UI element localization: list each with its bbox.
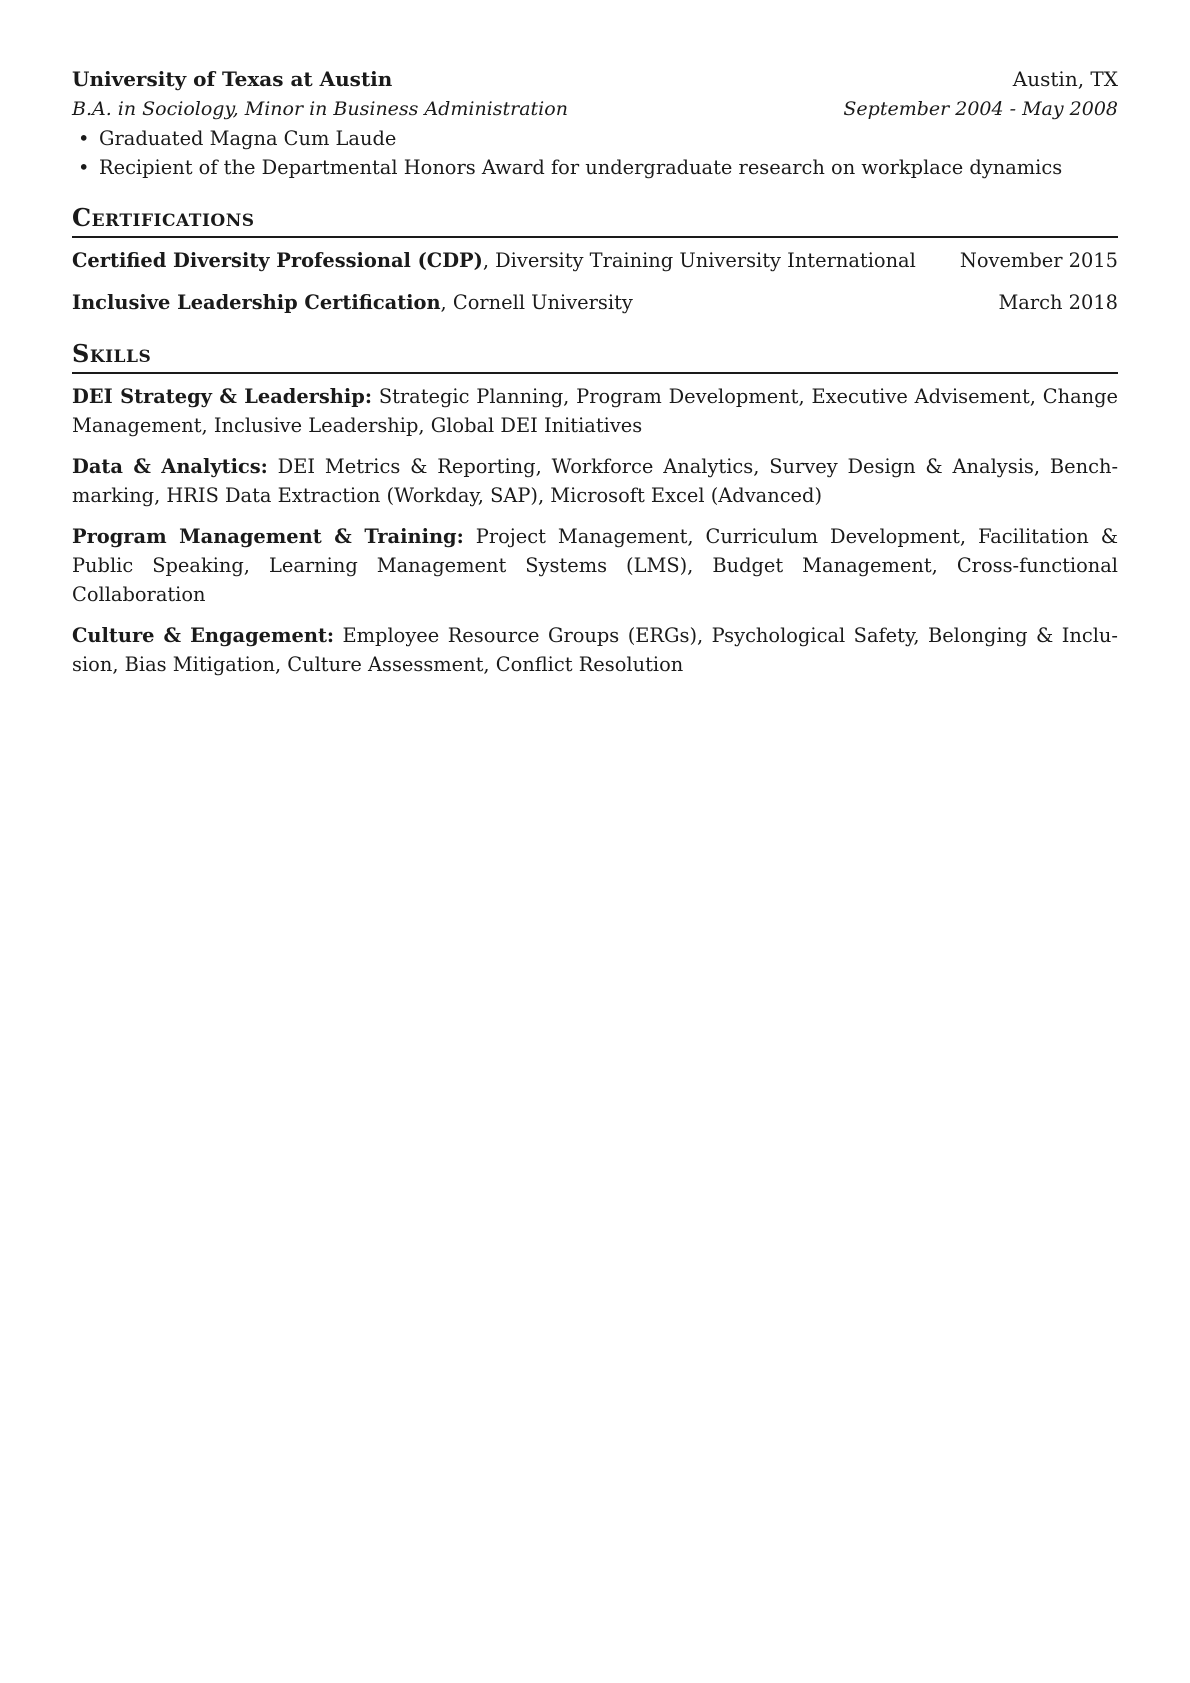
education-degree-row [72, 94, 1118, 124]
education-bullets [72, 124, 1118, 182]
education-entry [72, 64, 1118, 182]
certification-date: March 2018 [998, 291, 1118, 314]
education-dates: September 2004 - May 2008 [843, 98, 1118, 120]
skill-entry [72, 621, 1118, 679]
certification-item [72, 246, 1118, 276]
skill-entry [72, 452, 1118, 510]
certifications-list [72, 246, 1118, 318]
list-item [72, 153, 1118, 182]
skill-details: Employee Resource Groups (ERGs), Psychological Safety, Belonging & Inclusion, Bias Mitigation, Culture Assessment, Conflict Resolution [72, 624, 1118, 676]
school-name: University of Texas at Austin [72, 67, 393, 91]
bullet-text: Graduated Magna Cum Laude [99, 127, 397, 150]
skill-category: Culture & Engagement: [72, 624, 335, 647]
bullet-text: Recipient of the Departmental Honors Award for undergraduate research on workplace dynamics [99, 156, 1063, 179]
degree: B.A. in Sociology, Minor in Business Administration [72, 98, 568, 120]
skill-entry [72, 522, 1118, 609]
skill-category: DEI Strategy & Leadership: [72, 385, 372, 408]
certification-name: Inclusive Leadership Certification [72, 291, 441, 314]
certifications-heading: Certifications [72, 203, 1118, 238]
education-header-row [72, 64, 1118, 94]
skill-category: Program Management & Training: [72, 525, 464, 548]
certification-text [72, 246, 916, 276]
bullet-icon: • [78, 127, 90, 150]
skill-entry [72, 382, 1118, 440]
certification-date: November 2015 [959, 249, 1118, 272]
certification-text [72, 288, 633, 318]
certification-issuer: , Cornell University [440, 291, 633, 314]
skills-heading: Skills [72, 339, 1118, 374]
skill-details: Strategic Planning, Program Development, Executive Advisement, Change Management, Inclusive Leadership, Global DEI Initiatives [72, 385, 1119, 437]
school-location: Austin, TX [1012, 67, 1118, 91]
skill-category: Data & Analytics: [72, 455, 268, 478]
certification-issuer: , Diversity Training University International [482, 249, 916, 272]
bullet-icon: • [78, 156, 90, 179]
skill-details: DEI Metrics & Reporting, Workforce Analytics, Survey Design & Analysis, Benchmarking, HRIS Data Extraction (Workday, SAP), Microsoft Excel (Advanced) [72, 455, 1118, 507]
certification-item [72, 288, 1118, 318]
skill-details: Project Management, Curriculum Development, Facilitation & Public Speaking, Learning Management Systems (LMS), Budget Management, Cross-functional Collaboration [72, 525, 1118, 606]
list-item [72, 124, 1118, 153]
skills-list [72, 382, 1118, 679]
resume-page [72, 64, 1118, 691]
certification-name: Certified Diversity Professional (CDP) [72, 249, 483, 272]
